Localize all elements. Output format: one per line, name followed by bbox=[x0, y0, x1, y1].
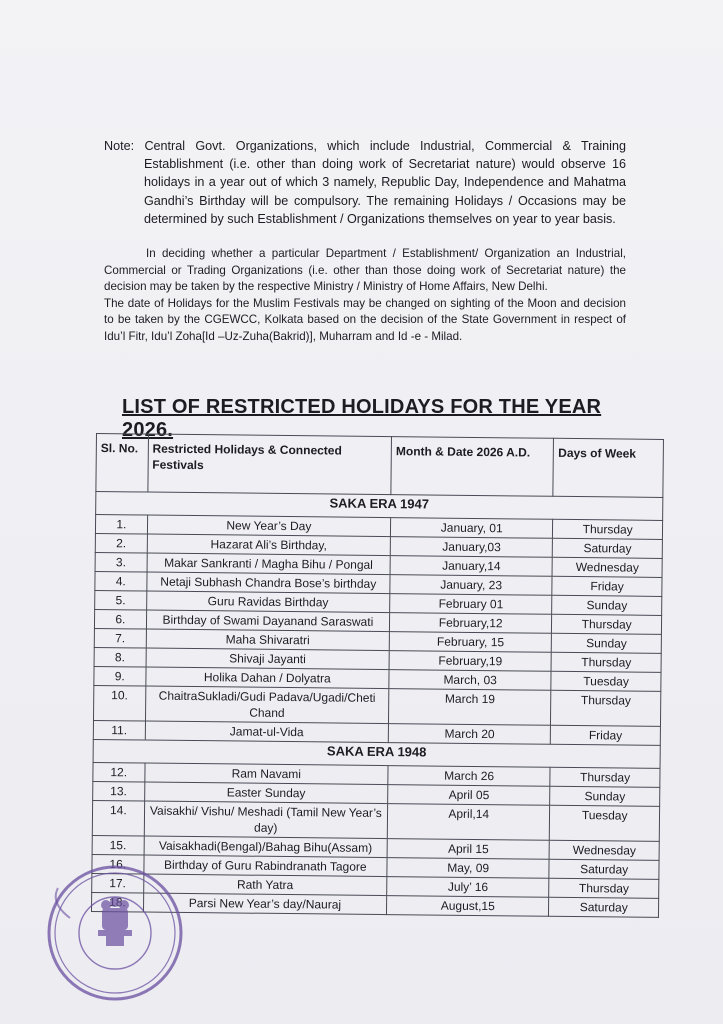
header-holiday: Restricted Holidays & Connected Festivals bbox=[148, 434, 392, 495]
paragraph-decision: In deciding whether a particular Department / Establishment/ Organization an Industrial, Commercial or Trading Organizations (i.e. other than those doing work of Secretariat nature) the decision may be taken by the respective Ministry / Ministry of Home Affairs, New Delhi. bbox=[104, 247, 626, 294]
holiday-date: April 15 bbox=[387, 839, 549, 860]
serial-number: 1. bbox=[95, 515, 147, 535]
header-day: Days of Week bbox=[553, 438, 663, 497]
holiday-date: January,14 bbox=[390, 556, 552, 577]
serial-number: 4. bbox=[95, 571, 147, 591]
serial-number: 5. bbox=[95, 590, 147, 610]
holiday-date: February, 15 bbox=[389, 632, 551, 653]
holiday-date: March 19 bbox=[389, 689, 552, 726]
holiday-name: Maha Shivaratri bbox=[146, 629, 390, 651]
holiday-name: New Year’s Day bbox=[147, 515, 391, 537]
holiday-name: Rath Yatra bbox=[143, 874, 387, 896]
holiday-name: Parsi New Year’s day/Nauraj bbox=[143, 893, 387, 915]
holiday-date: May, 09 bbox=[387, 858, 549, 879]
holiday-date: March 20 bbox=[388, 724, 550, 745]
table-row bbox=[92, 800, 659, 841]
serial-number: 7. bbox=[94, 628, 146, 648]
holiday-weekday: Wednesday bbox=[552, 557, 662, 577]
header-sl: Sl. No. bbox=[96, 434, 148, 493]
holiday-name: Hazarat Ali’s Birthday, bbox=[147, 534, 391, 556]
holiday-date: January,03 bbox=[390, 537, 552, 558]
holiday-date: February 01 bbox=[390, 594, 552, 615]
holiday-weekday: Thursday bbox=[551, 652, 661, 672]
holiday-weekday: Friday bbox=[551, 725, 661, 745]
holiday-name: Birthday of Guru Rabindranath Tagore bbox=[144, 855, 388, 877]
holiday-date: March, 03 bbox=[389, 670, 551, 691]
holiday-name: Vaisakhadi(Bengal)/Bahag Bihu(Assam) bbox=[144, 836, 388, 858]
holiday-name: Vaisakhi/ Vishu/ Meshadi (Tamil New Year’s day) bbox=[144, 801, 388, 839]
paragraph-muslim-festivals: The date of Holidays for the Muslim Festivals may be changed on sighting of the Moon and decision to be taken by the CGEWCC, Kolkata based on the decision of the State Government in respect of Idu’l Fitr, Idu’l Zoha[Id –Uz-Zuha(Bakrid)], Muharram and Id -e - Milad. bbox=[104, 296, 626, 343]
note-block bbox=[104, 137, 626, 228]
note-label: Note: bbox=[104, 139, 135, 153]
holiday-date: February,12 bbox=[390, 613, 552, 634]
table-body bbox=[91, 492, 662, 918]
holiday-name: Netaji Subhash Chandra Bose’s birthday bbox=[146, 572, 390, 594]
era-heading: SAKA ERA 1948 bbox=[93, 739, 660, 768]
holiday-date: March 26 bbox=[388, 766, 550, 787]
holiday-name: Ram Navami bbox=[144, 763, 388, 785]
holiday-weekday: Saturday bbox=[553, 538, 663, 558]
holiday-weekday: Sunday bbox=[550, 786, 660, 806]
serial-number: 8. bbox=[94, 647, 146, 667]
holiday-name: Easter Sunday bbox=[144, 782, 388, 804]
serial-number: 13. bbox=[93, 781, 145, 801]
serial-number: 12. bbox=[93, 762, 145, 782]
holiday-date: August,15 bbox=[387, 896, 549, 917]
holiday-weekday: Tuesday bbox=[551, 671, 661, 691]
official-seal-icon bbox=[40, 858, 190, 1008]
holiday-weekday: Thursday bbox=[549, 878, 659, 898]
serial-number: 16. bbox=[92, 854, 144, 874]
list-title: LIST OF RESTRICTED HOLIDAYS FOR THE YEAR 2026. bbox=[122, 396, 602, 441]
holiday-date: February,19 bbox=[389, 651, 551, 672]
holiday-weekday: Sunday bbox=[552, 633, 662, 653]
holiday-weekday: Saturday bbox=[549, 897, 659, 917]
holiday-name: Makar Sankranti / Magha Bihu / Pongal bbox=[147, 553, 391, 575]
holiday-weekday: Thursday bbox=[552, 614, 662, 634]
serial-number: 17. bbox=[92, 873, 144, 893]
holiday-weekday: Saturday bbox=[549, 859, 659, 879]
holiday-name: Holika Dahan / Dolyatra bbox=[145, 667, 389, 689]
era-heading: SAKA ERA 1947 bbox=[96, 492, 663, 521]
holiday-name: Birthday of Swami Dayanand Saraswati bbox=[146, 610, 390, 632]
note-text: Central Govt. Organizations, which include Industrial, Commercial & Training Establishment (i.e. other than doing work of Secretariat nature) would observe 16 holidays in a year out of which 3 namely, Republic Day, Independence and Mahatma Gandhi’s Birthday will be compulsory. The remaining Holidays / Occasions may be determined by such Establishment / Organizations themselves on year to year basis. bbox=[144, 139, 626, 226]
holiday-date: July’ 16 bbox=[387, 877, 549, 898]
serial-number: 6. bbox=[94, 609, 146, 629]
holiday-date: January, 23 bbox=[390, 575, 552, 596]
header-date: Month & Date 2026 A.D. bbox=[391, 437, 554, 497]
serial-number: 10. bbox=[93, 685, 145, 721]
serial-number: 14. bbox=[92, 800, 144, 836]
holiday-name: Jamat-ul-Vida bbox=[145, 721, 389, 743]
holiday-date: April 05 bbox=[388, 785, 550, 806]
holiday-weekday: Tuesday bbox=[550, 805, 660, 841]
holiday-table bbox=[91, 433, 664, 918]
holiday-date: April,14 bbox=[387, 804, 550, 841]
holiday-weekday: Thursday bbox=[550, 767, 660, 787]
holiday-weekday: Thursday bbox=[553, 519, 663, 539]
holiday-name: Guru Ravidas Birthday bbox=[146, 591, 390, 613]
table-row bbox=[93, 685, 660, 726]
holiday-weekday: Thursday bbox=[551, 690, 661, 726]
serial-number: 9. bbox=[94, 666, 146, 686]
table-header-row bbox=[96, 434, 664, 498]
holiday-name: ChaitraSukladi/Gudi Padava/Ugadi/Cheti Chand bbox=[145, 686, 389, 724]
guidance-paragraphs bbox=[104, 246, 626, 346]
holiday-name: Shivaji Jayanti bbox=[146, 648, 390, 670]
serial-number: 2. bbox=[95, 533, 147, 553]
holiday-weekday: Wednesday bbox=[549, 840, 659, 860]
holiday-date: January, 01 bbox=[391, 518, 553, 539]
serial-number: 15. bbox=[92, 835, 144, 855]
serial-number: 11. bbox=[93, 720, 145, 740]
holiday-weekday: Friday bbox=[552, 576, 662, 596]
holiday-weekday: Sunday bbox=[552, 595, 662, 615]
serial-number: 3. bbox=[95, 552, 147, 572]
